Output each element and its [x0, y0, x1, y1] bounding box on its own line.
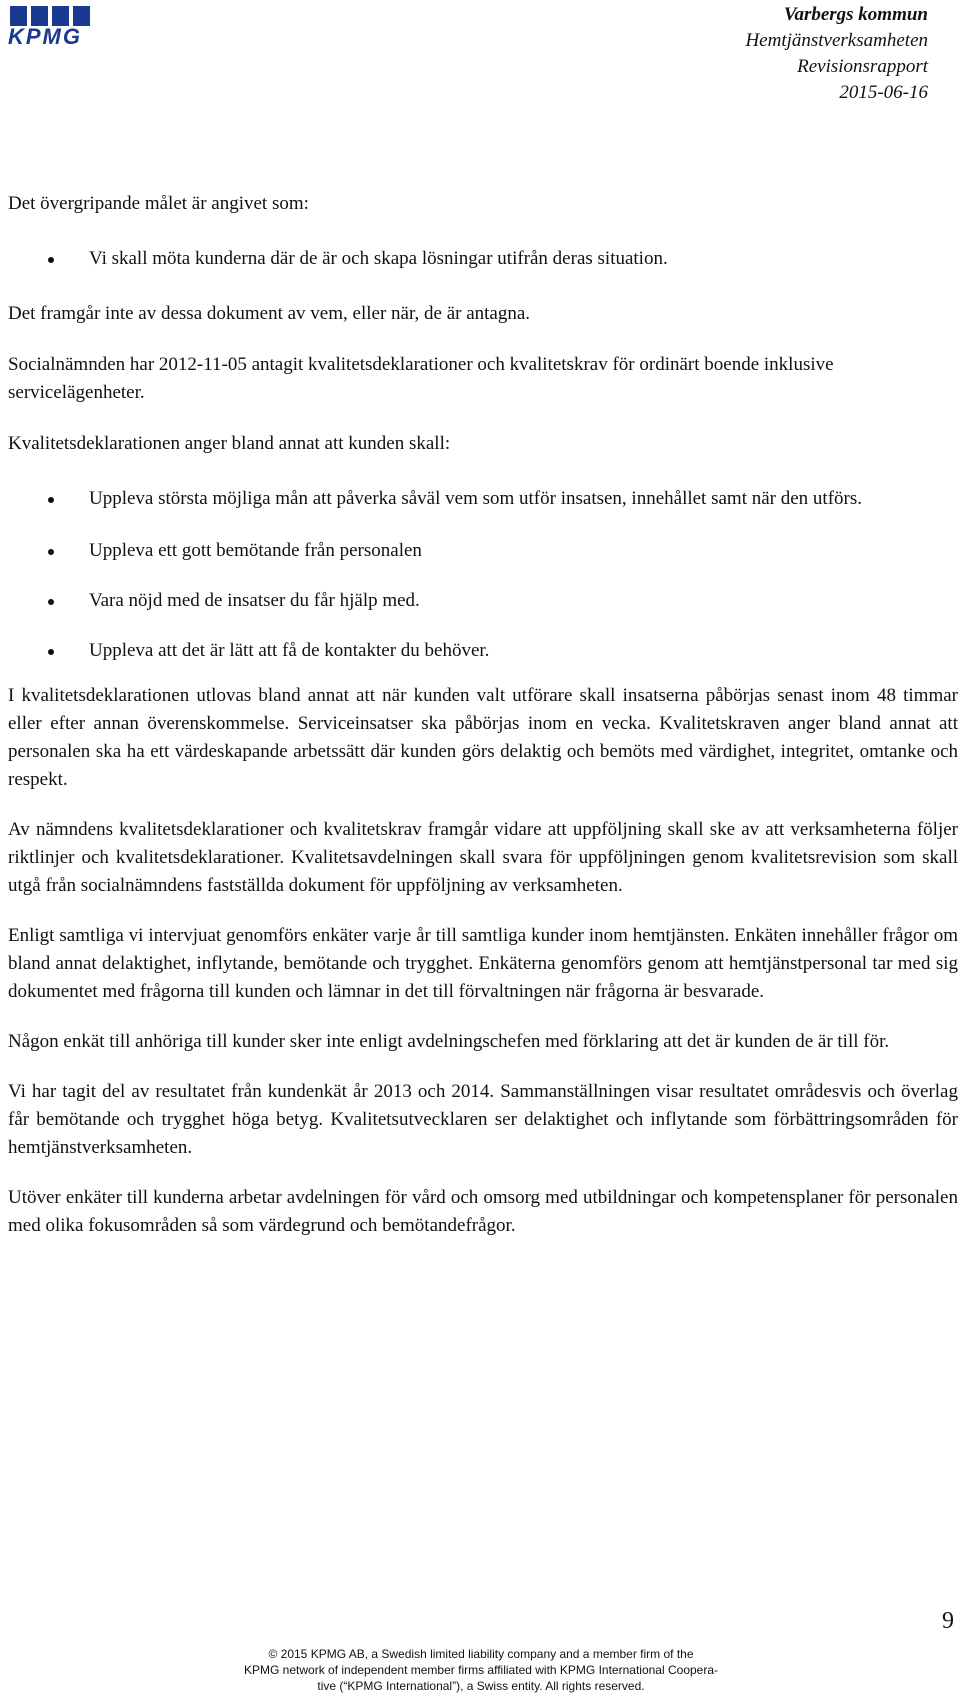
kpmg-logo	[4, 4, 104, 46]
organization-name: Varbergs kommun	[783, 4, 928, 25]
paragraph-intro: Det övergripande målet är angivet som:	[8, 193, 309, 214]
goal-list	[8, 245, 958, 273]
paragraph: I kvalitetsdeklarationen utlovas bland annat att när kunden valt utförare skall insatserna påbörjas senast inom 48 timmar eller efter annan överenskommelse. Serviceinsatser ska påbörjas inom en vecka. Kvalitetskraven anger bland annat att personalen ska ha ett värdeskapande arbetssätt där kunden görs delaktig och bemöts med värdighet, integritet, omtanke och respekt.	[8, 685, 958, 790]
customer-expectations-list	[8, 485, 958, 665]
document-body	[8, 190, 958, 1240]
list-item: Vara nöjd med de insatser du får hjälp med.	[8, 587, 958, 615]
unit-name: Hemtjänstverksamheten	[745, 30, 928, 51]
paragraph: Det framgår inte av dessa dokument av vem, eller när, de är antagna.	[8, 303, 531, 324]
page-number: 9	[942, 1608, 954, 1634]
bullet-icon	[48, 549, 54, 555]
report-date: 2015-06-16	[839, 82, 928, 103]
report-header	[745, 2, 928, 106]
list-item: Uppleva att det är lätt att få de kontakter du behöver.	[8, 637, 958, 665]
paragraph: Socialnämnden har 2012-11-05 antagit kvalitetsdeklarationer och kvalitetskrav för ordinärt boende inklusive servicelägenheter.	[8, 354, 834, 403]
bullet-icon	[48, 649, 54, 655]
paragraph: Kvalitetsdeklarationen anger bland annat att kunden skall:	[8, 433, 451, 454]
paragraph: Vi har tagit del av resultatet från kundenkät år 2013 och 2014. Sammanställningen visar resultatet områdesvis och överlag får bemötande och trygghet höga betyg. Kvalitetsutvecklaren ser delaktighet och inflytande som förbättringsområden för hemtjänstverksamheten.	[8, 1081, 958, 1158]
paragraph: Utöver enkäter till kunderna arbetar avdelningen för vård och omsorg med utbildningar och kompetensplaner för personalen med olika fokusområden så som värdegrund och bemötandefrågor.	[8, 1187, 958, 1236]
report-type: Revisionsrapport	[797, 56, 928, 77]
paragraph: Av nämndens kvalitetsdeklarationer och kvalitetskrav framgår vidare att uppföljning skall ske av att verksamheterna följer riktlinjer och kvalitetsdeklarationer. Kvalitetsavdelningen skall svara för uppföljningen genom kvalitetsrevision som skall utgå från socialnämndens fastställda dokument för uppföljning av verksamheten.	[8, 819, 958, 896]
paragraph: Enligt samtliga vi intervjuat genomförs enkäter varje år till samtliga kunder inom hemtjänsten. Enkäten innehåller frågor om bland annat delaktighet, inflytande, bemötande och trygghet. Enkäterna genomförs genom att hemtjänstpersonal tar med sig dokumentet med frågorna till kunden och lämnar in det till förvaltningen när frågorna är besvarade.	[8, 925, 958, 1002]
paragraph: Någon enkät till anhöriga till kunder sker inte enligt avdelningschefen med förklaring att det är kunden de är till för.	[8, 1031, 890, 1052]
bullet-icon	[48, 497, 54, 503]
list-item: Uppleva ett gott bemötande från personalen	[8, 537, 958, 565]
svg-text:KPMG: KPMG	[8, 24, 82, 46]
bullet-icon	[48, 257, 54, 263]
list-item: Vi skall möta kunderna där de är och skapa lösningar utifrån deras situation.	[8, 245, 958, 273]
footer-copyright: © 2015 KPMG AB, a Swedish limited liability company and a member firm of the KPMG network of independent member firms affiliated with KPMG International Coopera- tive (“KPMG International”), a Swiss entity. All rights reserved.	[244, 1647, 718, 1693]
list-item: Uppleva största möjliga mån att påverka såväl vem som utför insatsen, innehållet samt när den utförs.	[8, 485, 958, 513]
bullet-icon	[48, 599, 54, 605]
